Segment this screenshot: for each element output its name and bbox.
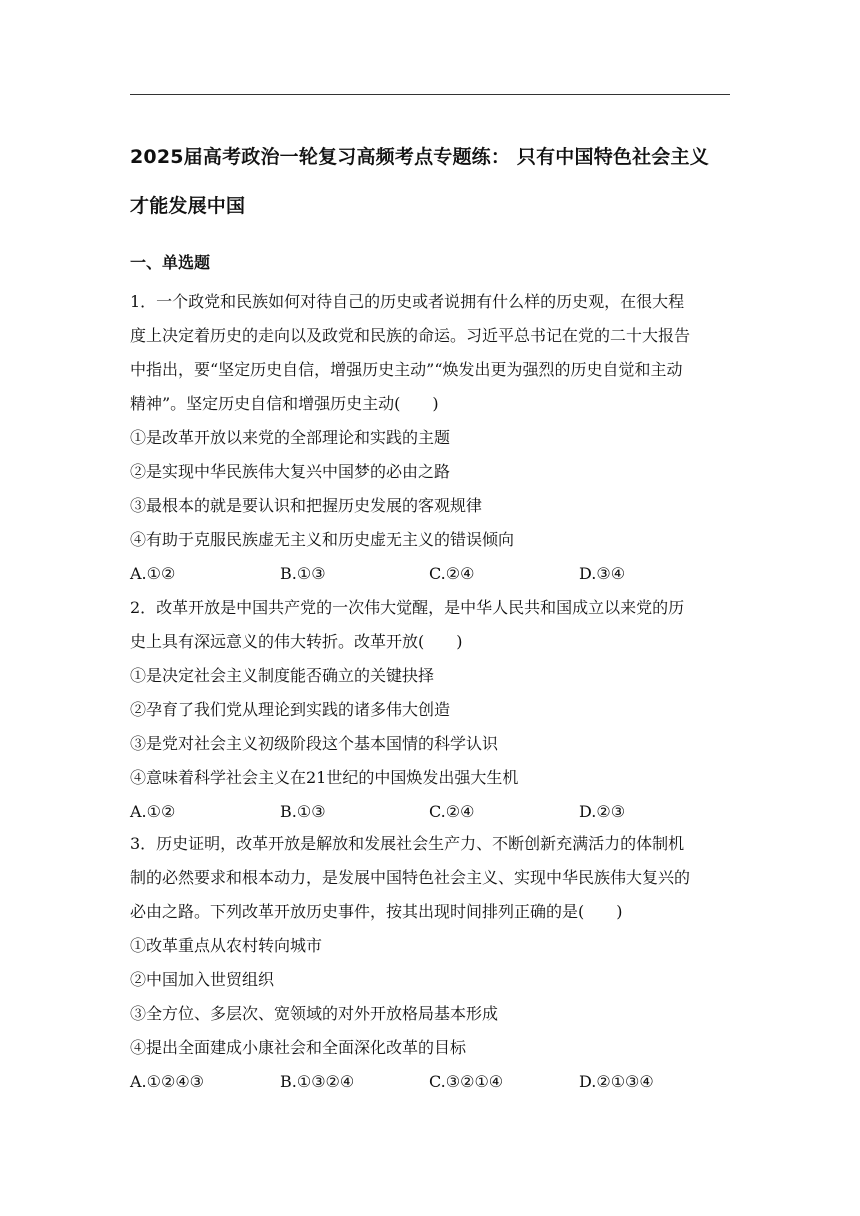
header-rule — [130, 94, 730, 95]
option-d: D.②①③④ — [579, 1072, 654, 1091]
document-title — [130, 133, 740, 231]
question-2-stem-line: 史上具有深远意义的伟大转折。改革开放( ) — [130, 632, 463, 651]
question-1-stem-line: 中指出，要“坚定历史自信，增强历史主动”“焕发出更为强烈的历史自觉和主动 — [130, 360, 683, 379]
question-2-statement-2: ②孕育了我们党从理论到实践的诸多伟大创造 — [130, 700, 451, 719]
question-3 — [130, 827, 735, 1099]
option-a: A.①② — [130, 564, 176, 583]
question-1 — [130, 285, 735, 591]
option-c: C.③②①④ — [429, 1072, 504, 1091]
question-2-statement-3: ③是党对社会主义初级阶段这个基本国情的科学认识 — [130, 734, 499, 753]
question-1-statement-2: ②是实现中华民族伟大复兴中国梦的必由之路 — [130, 462, 451, 481]
question-1-stem-line: 1．一个政党和民族如何对待自己的历史或者说拥有什么样的历史观，在很大程 — [130, 292, 685, 311]
question-2-statement-4: ④意味着科学社会主义在21世纪的中国焕发出强大生机 — [130, 768, 519, 787]
option-b: B.①③ — [280, 802, 326, 821]
option-b: B.①③②④ — [280, 1072, 355, 1091]
title-line-2: 才能发展中国 — [130, 195, 246, 217]
question-3-stem-line: 必由之路。下列改革开放历史事件，按其出现时间排列正确的是( ) — [130, 902, 623, 921]
title-line-1: 2025届高考政治一轮复习高频考点专题练： 只有中国特色社会主义 — [130, 146, 709, 168]
question-1-stem-line: 度上决定着历史的走向以及政党和民族的命运。习近平总书记在党的二十大报告 — [130, 326, 691, 345]
option-c: C.②④ — [429, 564, 475, 583]
question-3-statement-4: ④提出全面建成小康社会和全面深化改革的目标 — [130, 1038, 467, 1057]
question-3-stem-line: 3．历史证明，改革开放是解放和发展社会生产力、不断创新充满活力的体制机 — [130, 834, 685, 853]
question-3-options — [130, 1065, 735, 1099]
option-c: C.②④ — [429, 802, 475, 821]
question-2 — [130, 591, 735, 829]
option-a: A.①②④③ — [130, 1072, 205, 1091]
question-1-statement-3: ③最根本的就是要认识和把握历史发展的客观规律 — [130, 496, 483, 515]
option-a: A.①② — [130, 802, 176, 821]
question-1-options — [130, 557, 735, 591]
question-3-statement-2: ②中国加入世贸组织 — [130, 970, 275, 989]
option-b: B.①③ — [280, 564, 326, 583]
question-3-statement-1: ①改革重点从农村转向城市 — [130, 936, 323, 955]
question-2-stem-line: 2．改革开放是中国共产党的一次伟大觉醒，是中华人民共和国成立以来党的历 — [130, 598, 685, 617]
question-1-statement-1: ①是改革开放以来党的全部理论和实践的主题 — [130, 428, 451, 447]
question-3-statement-3: ③全方位、多层次、宽领域的对外开放格局基本形成 — [130, 1004, 499, 1023]
question-2-statement-1: ①是决定社会主义制度能否确立的关键抉择 — [130, 666, 435, 685]
option-d: D.③④ — [579, 564, 626, 583]
question-3-stem-line: 制的必然要求和根本动力，是发展中国特色社会主义、实现中华民族伟大复兴的 — [130, 868, 691, 887]
question-1-statement-4: ④有助于克服民族虚无主义和历史虚无主义的错误倾向 — [130, 530, 515, 549]
section-heading: 一、单选题 — [130, 253, 211, 272]
option-d: D.②③ — [579, 802, 626, 821]
question-1-stem-line: 精神”。坚定历史自信和增强历史主动( ) — [130, 394, 439, 413]
question-2-options — [130, 795, 735, 829]
